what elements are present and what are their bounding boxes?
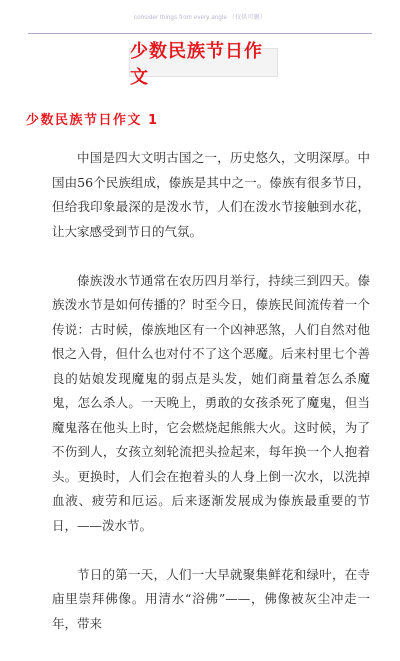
header-note: consider things from every angle （仅供可删） — [133, 15, 267, 21]
header-divider — [28, 33, 372, 34]
paragraph: 节日的第一天，人们一大早就聚集鲜花和绿叶，在寺庙里崇拜佛像。用清水“浴佛”——，佛像被灰尘冲走一年，带来 — [52, 566, 370, 631]
section-heading: 少数民族节日作文 1 — [26, 113, 159, 128]
paragraph: 傣族泼水节通常在农历四月举行，持续三到四天。傣族泼水节是如何传播的？时至今日，傣族民间流传着一个传说：古时候，傣族地区有一个凶神恶煞，人们自然对他恨之入骨，但什么也对付不了这个恶魔。后来村里七个善良的姑娘发现魔鬼的弱点是头发，她们商量着怎么杀魔鬼，怎么杀人。一天晚上，勇敢的女孩杀死了魔鬼，但当魔鬼落在他头上时，它会燃烧起熊熊大火。这时候，为了不伤到人，女孩立刻轮流把头捡起来，每年换一个人抱着头。更换时，人们会在抱着头的人身上倒一次水，以洗掉血液、疲劳和厄运。后来逐渐发展成为傣族最重要的节日，——泼水节。 — [52, 272, 370, 533]
body-text — [52, 146, 370, 661]
page-title: 少数民族节日作文 — [130, 40, 263, 88]
paragraph: 中国是四大文明古国之一，历史悠久，文明深厚。中国由56个民族组成，傣族是其中之一。傣族有很多节日，但给我印象最深的是泼水节，人们在泼水节接触到水花，让大家感受到节日的气氛。 — [52, 150, 370, 239]
title-box — [129, 40, 278, 88]
